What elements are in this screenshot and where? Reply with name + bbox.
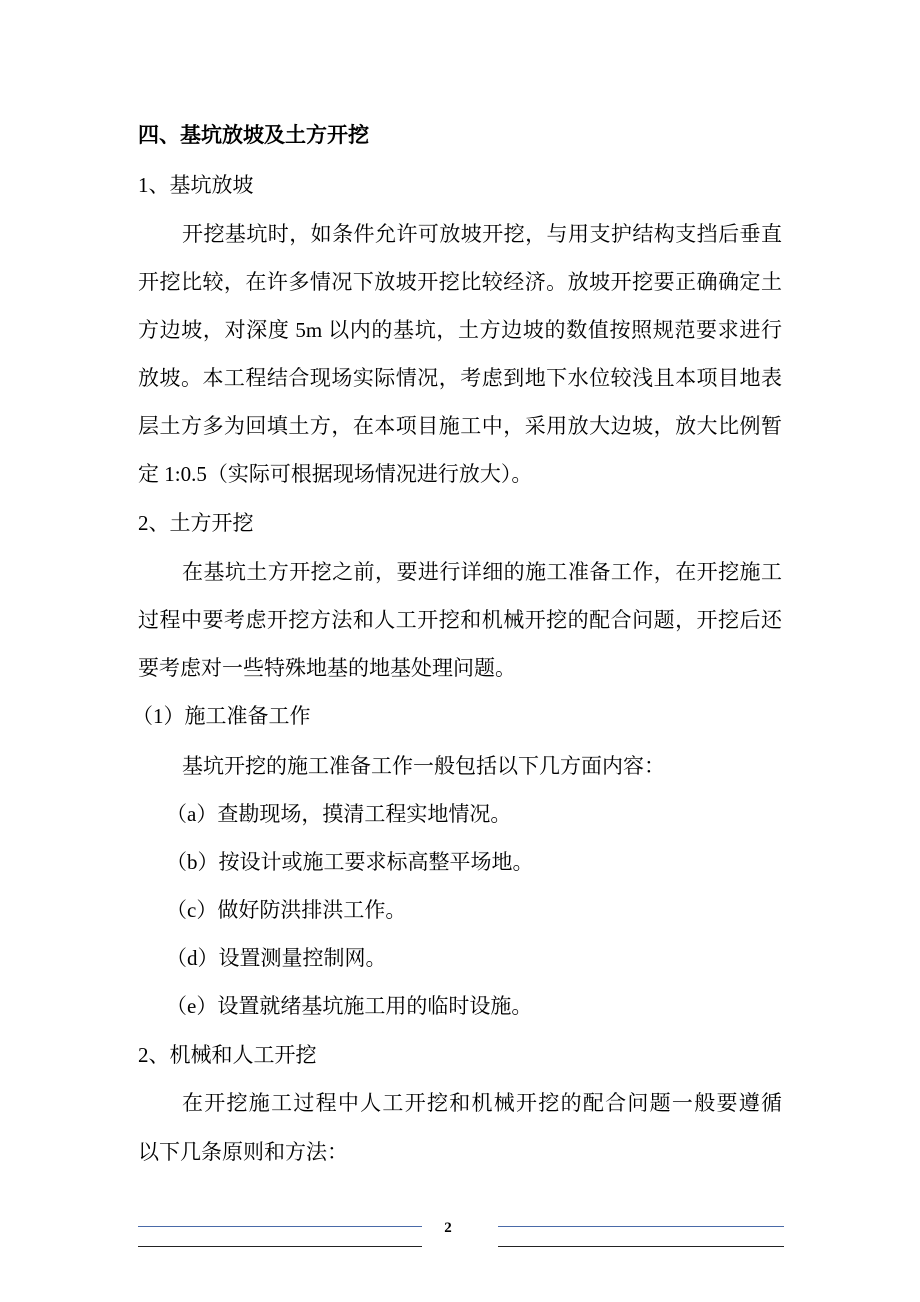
paragraph-slope-line: 放坡。本工程结合现场实际情况，考虑到地下水位较浅且本项目地表 (138, 366, 782, 390)
footer-rule-right-top (498, 1226, 784, 1227)
paragraph-excavation-line: 过程中要考虑开挖方法和人工开挖和机械开挖的配合问题，开挖后还 (138, 608, 782, 632)
list-item: （c）做好防洪排洪工作。 (166, 898, 407, 922)
list-item: （d）设置测量控制网。 (166, 946, 387, 970)
subsection-heading-machine-manual: 2、机械和人工开挖 (138, 1043, 317, 1067)
subsection-heading-excavation: 2、土方开挖 (138, 511, 254, 535)
paragraph-preparation: 基坑开挖的施工准备工作一般包括以下几方面内容： (182, 754, 665, 778)
list-item: （a）查勘现场，摸清工程实地情况。 (166, 802, 512, 826)
paragraph-machine-manual-line: 在开挖施工过程中人工开挖和机械开挖的配合问题一般要遵循 (182, 1091, 782, 1115)
paragraph-slope-line: 层土方多为回填土方，在本项目施工中，采用放大边坡，放大比例暂 (138, 414, 782, 438)
paragraph-slope-line: 开挖基坑时，如条件允许可放坡开挖，与用支护结构支挡后垂直 (182, 222, 782, 246)
subsection-heading-preparation: （1）施工准备工作 (132, 704, 311, 728)
list-item: （e）设置就绪基坑施工用的临时设施。 (166, 994, 533, 1018)
footer-rule-left-bottom (138, 1246, 422, 1247)
paragraph-excavation-line: 要考虑对一些特殊地基的地基处理问题。 (138, 656, 516, 680)
list-item: （b）按设计或施工要求标高整平场地。 (166, 850, 534, 874)
paragraph-excavation-line: 在基坑土方开挖之前，要进行详细的施工准备工作，在开挖施工 (182, 560, 782, 584)
footer-rule-left-top (138, 1226, 422, 1227)
section-heading: 四、基坑放坡及土方开挖 (138, 123, 369, 147)
paragraph-slope-line: 方边坡，对深度 5m 以内的基坑，土方边坡的数值按照规范要求进行 (138, 318, 782, 342)
paragraph-slope-line: 开挖比较，在许多情况下放坡开挖比较经济。放坡开挖要正确确定土 (138, 270, 782, 294)
footer-rule-right-bottom (498, 1246, 784, 1247)
paragraph-machine-manual-line: 以下几条原则和方法： (138, 1140, 348, 1164)
subsection-heading-slope: 1、基坑放坡 (138, 173, 254, 197)
paragraph-slope-line: 定 1:0.5（实际可根据现场情况进行放大）。 (138, 462, 533, 486)
page-number: 2 (444, 1220, 452, 1236)
